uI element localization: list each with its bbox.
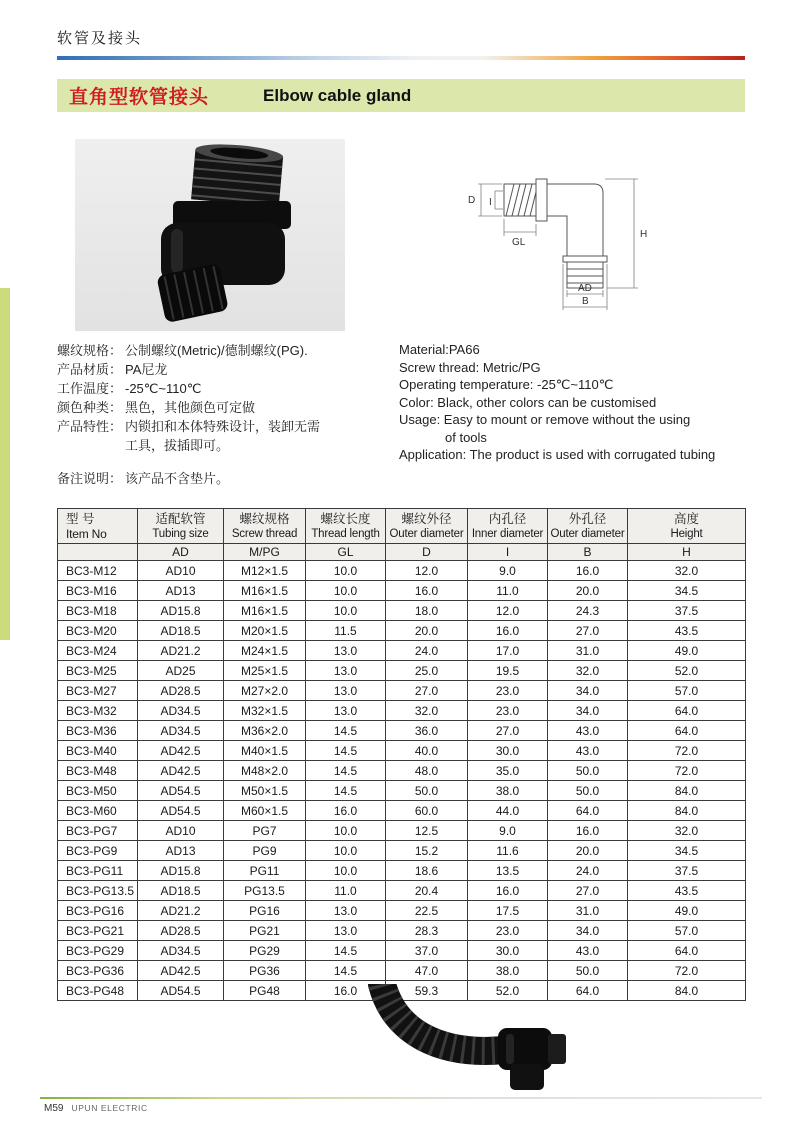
column-header: [224, 509, 306, 544]
table-cell: 64.0: [628, 941, 746, 961]
table-cell: 9.0: [468, 821, 548, 841]
table-cell: M20×1.5: [224, 621, 306, 641]
spec-value-cn: 公制螺纹(Metric)/德制螺纹(PG).: [125, 343, 308, 358]
table-cell: 23.0: [468, 681, 548, 701]
column-header-en: Item No: [66, 527, 107, 541]
table-cell: BC3-M18: [58, 601, 138, 621]
table-cell: 34.5: [628, 841, 746, 861]
table-cell: 19.5: [468, 661, 548, 681]
table-cell: 84.0: [628, 981, 746, 1001]
table-cell: 13.0: [306, 681, 386, 701]
table-cell: 12.5: [386, 821, 468, 841]
column-unit: B: [548, 544, 628, 561]
table-cell: PG13.5: [224, 881, 306, 901]
column-header: [628, 509, 746, 544]
table-cell: PG48: [224, 981, 306, 1001]
table-cell: M48×2.0: [224, 761, 306, 781]
table-cell: 14.5: [306, 781, 386, 801]
table-cell: 43.0: [548, 721, 628, 741]
table-row: [58, 881, 746, 901]
table-cell: 20.0: [386, 621, 468, 641]
column-header-en: Screw thread: [231, 528, 298, 540]
table-cell: 49.0: [628, 641, 746, 661]
table-cell: BC3-PG16: [58, 901, 138, 921]
table-cell: PG11: [224, 861, 306, 881]
table-cell: 50.0: [548, 761, 628, 781]
table-cell: 20.4: [386, 881, 468, 901]
table-cell: BC3-M12: [58, 561, 138, 581]
table-cell: 27.0: [468, 721, 548, 741]
table-cell: 10.0: [306, 581, 386, 601]
column-unit: D: [386, 544, 468, 561]
table-cell: BC3-M40: [58, 741, 138, 761]
table-cell: 32.0: [628, 561, 746, 581]
table-unit-row: [58, 544, 746, 561]
spec-label-cn: 备注说明：: [57, 471, 123, 486]
left-accent-bar: [0, 288, 10, 640]
table-cell: 22.5: [386, 901, 468, 921]
table-row: [58, 701, 746, 721]
column-header: [548, 509, 628, 544]
table-cell: 14.5: [306, 961, 386, 981]
dim-label-gl: GL: [512, 237, 526, 248]
column-header-cn: 螺纹规格: [239, 512, 290, 526]
spec-value-cn: 黑色，其他颜色可定做: [125, 400, 256, 415]
table-row: [58, 621, 746, 641]
table-cell: 16.0: [548, 821, 628, 841]
table-cell: 37.5: [628, 861, 746, 881]
page-title-chinese: 直角型软管接头: [69, 87, 210, 108]
table-cell: AD54.5: [138, 781, 224, 801]
table-cell: BC3-PG7: [58, 821, 138, 841]
table-cell: 27.0: [386, 681, 468, 701]
table-cell: PG7: [224, 821, 306, 841]
column-header-en: Thread length: [311, 528, 380, 540]
table-cell: 50.0: [548, 781, 628, 801]
table-cell: 57.0: [628, 921, 746, 941]
spec-label-cn: 产品材质：: [57, 362, 123, 377]
table-row: [58, 961, 746, 981]
table-cell: 10.0: [306, 561, 386, 581]
table-cell: 20.0: [548, 841, 628, 861]
table-cell: BC3-PG13.5: [58, 881, 138, 901]
spec-line-cn: [57, 398, 392, 417]
table-cell: BC3-M24: [58, 641, 138, 661]
table-cell: 25.0: [386, 661, 468, 681]
spec-label-cn: 工作温度：: [57, 381, 123, 396]
table-cell: 14.5: [306, 941, 386, 961]
table-cell: 11.6: [468, 841, 548, 861]
dim-label-b: B: [582, 296, 589, 307]
spec-label-cn: [57, 436, 125, 455]
table-cell: AD34.5: [138, 701, 224, 721]
table-row: [58, 861, 746, 881]
footer-brand: UPUN ELECTRIC: [71, 1103, 148, 1113]
spec-line-en: Application: The product is used with corrugated tubing: [399, 447, 716, 462]
table-cell: 10.0: [306, 841, 386, 861]
table-cell: 13.0: [306, 901, 386, 921]
spec-line-cn: [57, 436, 392, 455]
table-cell: 52.0: [628, 661, 746, 681]
table-cell: 9.0: [468, 561, 548, 581]
table-cell: 44.0: [468, 801, 548, 821]
table-cell: 59.3: [386, 981, 468, 1001]
column-unit: H: [628, 544, 746, 561]
dimension-diagram: [466, 158, 656, 313]
table-cell: 13.0: [306, 641, 386, 661]
table-cell: AD10: [138, 561, 224, 581]
table-cell: 10.0: [306, 601, 386, 621]
table-cell: 12.0: [468, 601, 548, 621]
table-cell: BC3-PG11: [58, 861, 138, 881]
table-cell: 34.5: [628, 581, 746, 601]
column-unit: I: [468, 544, 548, 561]
application-photo: [322, 984, 580, 1096]
table-cell: AD42.5: [138, 761, 224, 781]
table-header-row: [58, 509, 746, 544]
corrugated-tube-photo-graphic: [322, 984, 580, 1096]
table-cell: 72.0: [628, 761, 746, 781]
table-cell: 32.0: [548, 661, 628, 681]
table-cell: BC3-PG48: [58, 981, 138, 1001]
table-head: [58, 509, 746, 561]
spec-value-cn: -25℃~110℃: [125, 381, 202, 396]
table-cell: 34.0: [548, 921, 628, 941]
spec-line-cn: [57, 341, 392, 360]
column-header-en: Inner diameter: [471, 528, 544, 540]
table-cell: 50.0: [386, 781, 468, 801]
table-cell: AD54.5: [138, 801, 224, 821]
table-cell: M27×2.0: [224, 681, 306, 701]
table-cell: AD34.5: [138, 941, 224, 961]
specs-chinese: [57, 341, 392, 488]
table-cell: 16.0: [306, 981, 386, 1001]
table-cell: 14.5: [306, 761, 386, 781]
table-cell: 49.0: [628, 901, 746, 921]
table-cell: BC3-M32: [58, 701, 138, 721]
page-title-english: Elbow cable gland: [263, 85, 412, 105]
table-cell: 30.0: [468, 941, 548, 961]
spec-line-cn: [57, 360, 392, 379]
table-cell: AD28.5: [138, 681, 224, 701]
table-cell: PG9: [224, 841, 306, 861]
table-cell: 60.0: [386, 801, 468, 821]
table-cell: 13.0: [306, 661, 386, 681]
table-cell: BC3-PG21: [58, 921, 138, 941]
table-cell: AD18.5: [138, 621, 224, 641]
table-cell: AD10: [138, 821, 224, 841]
table-cell: AD42.5: [138, 741, 224, 761]
table-cell: 38.0: [468, 961, 548, 981]
spec-value-cn: 该产品不含垫片。: [125, 471, 230, 486]
table-cell: AD13: [138, 581, 224, 601]
table-cell: AD28.5: [138, 921, 224, 941]
column-header-en: Tubing size: [152, 528, 209, 540]
column-header-cn: 高度: [673, 512, 699, 526]
table-cell: AD15.8: [138, 861, 224, 881]
table-cell: 64.0: [548, 981, 628, 1001]
table-cell: BC3-M25: [58, 661, 138, 681]
table-cell: M16×1.5: [224, 601, 306, 621]
table-cell: 43.0: [548, 941, 628, 961]
table-cell: 10.0: [306, 861, 386, 881]
table-cell: 64.0: [628, 701, 746, 721]
column-header: [386, 509, 468, 544]
table-cell: BC3-PG29: [58, 941, 138, 961]
table-cell: BC3-PG9: [58, 841, 138, 861]
table-cell: 24.3: [548, 601, 628, 621]
spec-line-en: Material:PA66: [399, 342, 480, 357]
column-header-cn: 适配软管: [155, 512, 206, 526]
dim-label-h: H: [640, 229, 648, 240]
spec-value-cn: 内锁扣和本体特殊设计，装卸无需: [125, 419, 321, 434]
table-cell: 14.5: [306, 721, 386, 741]
column-header: [58, 509, 138, 544]
table-cell: M12×1.5: [224, 561, 306, 581]
table-cell: AD21.2: [138, 641, 224, 661]
table-row: [58, 901, 746, 921]
table-cell: 34.0: [548, 681, 628, 701]
table-cell: M16×1.5: [224, 581, 306, 601]
table-cell: 43.0: [548, 741, 628, 761]
table-cell: 11.0: [468, 581, 548, 601]
table-cell: 43.5: [628, 881, 746, 901]
table-cell: 16.0: [548, 561, 628, 581]
table-cell: 27.0: [548, 621, 628, 641]
dim-label-i: I: [489, 197, 492, 208]
table-cell: 13.0: [306, 701, 386, 721]
table-cell: BC3-PG36: [58, 961, 138, 981]
table-cell: AD34.5: [138, 721, 224, 741]
table-cell: 20.0: [548, 581, 628, 601]
dim-label-d: D: [468, 195, 476, 206]
page-category: 软管及接头: [57, 30, 143, 47]
table-cell: BC3-M27: [58, 681, 138, 701]
column-header-en: Height: [670, 528, 703, 540]
column-header-cn: 内孔径: [488, 512, 527, 526]
column-header-cn: 螺纹长度: [320, 512, 371, 526]
table-cell: M36×2.0: [224, 721, 306, 741]
column-header-cn: 螺纹外径: [401, 512, 452, 526]
table-row: [58, 741, 746, 761]
table-cell: 23.0: [468, 701, 548, 721]
table-cell: 12.0: [386, 561, 468, 581]
spec-line-en: Usage: Easy to mount or remove without the using: [399, 412, 691, 427]
table-cell: 57.0: [628, 681, 746, 701]
spec-line-en: of tools: [445, 429, 487, 445]
table-cell: M24×1.5: [224, 641, 306, 661]
column-unit: [58, 544, 138, 561]
table-row: [58, 801, 746, 821]
table-cell: 64.0: [548, 801, 628, 821]
table-cell: 32.0: [628, 821, 746, 841]
table-cell: 16.0: [468, 881, 548, 901]
table-cell: 37.0: [386, 941, 468, 961]
footer-rule: [40, 1097, 762, 1099]
table-cell: 36.0: [386, 721, 468, 741]
table-row: [58, 941, 746, 961]
table-cell: 37.5: [628, 601, 746, 621]
table-cell: 84.0: [628, 781, 746, 801]
table-cell: AD54.5: [138, 981, 224, 1001]
table-cell: 17.0: [468, 641, 548, 661]
table-cell: 11.0: [306, 881, 386, 901]
table-cell: M32×1.5: [224, 701, 306, 721]
spec-label-cn: 颜色种类：: [57, 400, 123, 415]
table-cell: BC3-M50: [58, 781, 138, 801]
table-cell: BC3-M48: [58, 761, 138, 781]
column-header: [468, 509, 548, 544]
table-cell: 13.0: [306, 921, 386, 941]
table-cell: 24.0: [548, 861, 628, 881]
table-row: [58, 561, 746, 581]
table-cell: PG29: [224, 941, 306, 961]
spec-label-cn: 螺纹规格：: [57, 343, 123, 358]
table-cell: 28.3: [386, 921, 468, 941]
table-cell: AD25: [138, 661, 224, 681]
table-cell: 35.0: [468, 761, 548, 781]
product-photo: [75, 139, 345, 331]
column-header: [306, 509, 386, 544]
table-cell: 72.0: [628, 961, 746, 981]
table-cell: 18.0: [386, 601, 468, 621]
table-cell: 30.0: [468, 741, 548, 761]
table-cell: AD21.2: [138, 901, 224, 921]
column-unit: GL: [306, 544, 386, 561]
spec-value-cn: PA尼龙: [125, 362, 168, 377]
table-cell: 16.0: [468, 621, 548, 641]
table-cell: AD18.5: [138, 881, 224, 901]
table-cell: 31.0: [548, 901, 628, 921]
table-row: [58, 661, 746, 681]
table-row: [58, 821, 746, 841]
table-row: [58, 781, 746, 801]
column-header-cn: 外孔径: [568, 512, 607, 526]
table-cell: AD15.8: [138, 601, 224, 621]
spec-line-en: Color: Black, other colors can be customised: [399, 394, 657, 410]
column-unit: M/PG: [224, 544, 306, 561]
table-cell: 14.5: [306, 741, 386, 761]
table-cell: 27.0: [548, 881, 628, 901]
spec-line-cn: [57, 417, 392, 436]
table-cell: 48.0: [386, 761, 468, 781]
table-row: [58, 721, 746, 741]
spec-label-cn: 产品特性：: [57, 419, 123, 434]
table-body: [58, 561, 746, 1001]
table-cell: 50.0: [548, 961, 628, 981]
table-cell: 11.5: [306, 621, 386, 641]
table-cell: 15.2: [386, 841, 468, 861]
table-cell: 34.0: [548, 701, 628, 721]
table-cell: 84.0: [628, 801, 746, 821]
table-cell: 40.0: [386, 741, 468, 761]
table-cell: 16.0: [386, 581, 468, 601]
footer-page-number: M59: [44, 1103, 64, 1114]
table-cell: BC3-M16: [58, 581, 138, 601]
table-cell: 17.5: [468, 901, 548, 921]
table-row: [58, 601, 746, 621]
table-cell: 10.0: [306, 821, 386, 841]
table-cell: M25×1.5: [224, 661, 306, 681]
spec-line-cn: [57, 379, 392, 398]
table-cell: BC3-M60: [58, 801, 138, 821]
title-bar: [57, 79, 745, 112]
column-header: [138, 509, 224, 544]
table-cell: 16.0: [306, 801, 386, 821]
header-gradient-rule: [57, 56, 745, 60]
specs-english: [399, 341, 764, 464]
dimensions-table: [57, 508, 746, 1001]
table-cell: 24.0: [386, 641, 468, 661]
column-header-en: Outer diameter: [550, 528, 625, 540]
spec-line-en: Screw thread: Metric/PG: [399, 359, 541, 375]
table-row: [58, 761, 746, 781]
table-cell: PG16: [224, 901, 306, 921]
table-cell: AD13: [138, 841, 224, 861]
table-cell: 18.6: [386, 861, 468, 881]
table-cell: 23.0: [468, 921, 548, 941]
elbow-gland-photo-graphic: [75, 139, 345, 331]
dimension-diagram-graphic: [466, 158, 656, 313]
table-row: [58, 921, 746, 941]
table-cell: 13.5: [468, 861, 548, 881]
table-cell: M50×1.5: [224, 781, 306, 801]
table-cell: 52.0: [468, 981, 548, 1001]
table-row: [58, 681, 746, 701]
spec-line-en: Operating temperature: -25℃~110℃: [399, 377, 614, 392]
table-cell: 38.0: [468, 781, 548, 801]
table-cell: BC3-M20: [58, 621, 138, 641]
table-cell: M60×1.5: [224, 801, 306, 821]
table-cell: 72.0: [628, 741, 746, 761]
table-cell: PG21: [224, 921, 306, 941]
dim-label-ad: AD: [578, 283, 592, 294]
spec-line-cn: [57, 469, 392, 488]
table-cell: 64.0: [628, 721, 746, 741]
column-header-en: Outer diameter: [389, 528, 464, 540]
table-cell: 31.0: [548, 641, 628, 661]
table-row: [58, 841, 746, 861]
table-cell: 43.5: [628, 621, 746, 641]
footer: [44, 1103, 148, 1114]
spec-value-cn: 工具，拔插即可。: [125, 438, 230, 453]
table-cell: PG36: [224, 961, 306, 981]
column-header-cn: 型 号: [66, 512, 95, 526]
column-unit: AD: [138, 544, 224, 561]
table-cell: 47.0: [386, 961, 468, 981]
table-cell: M40×1.5: [224, 741, 306, 761]
table-cell: AD42.5: [138, 961, 224, 981]
table-row: [58, 641, 746, 661]
table-row: [58, 581, 746, 601]
table-cell: BC3-M36: [58, 721, 138, 741]
table-cell: 32.0: [386, 701, 468, 721]
